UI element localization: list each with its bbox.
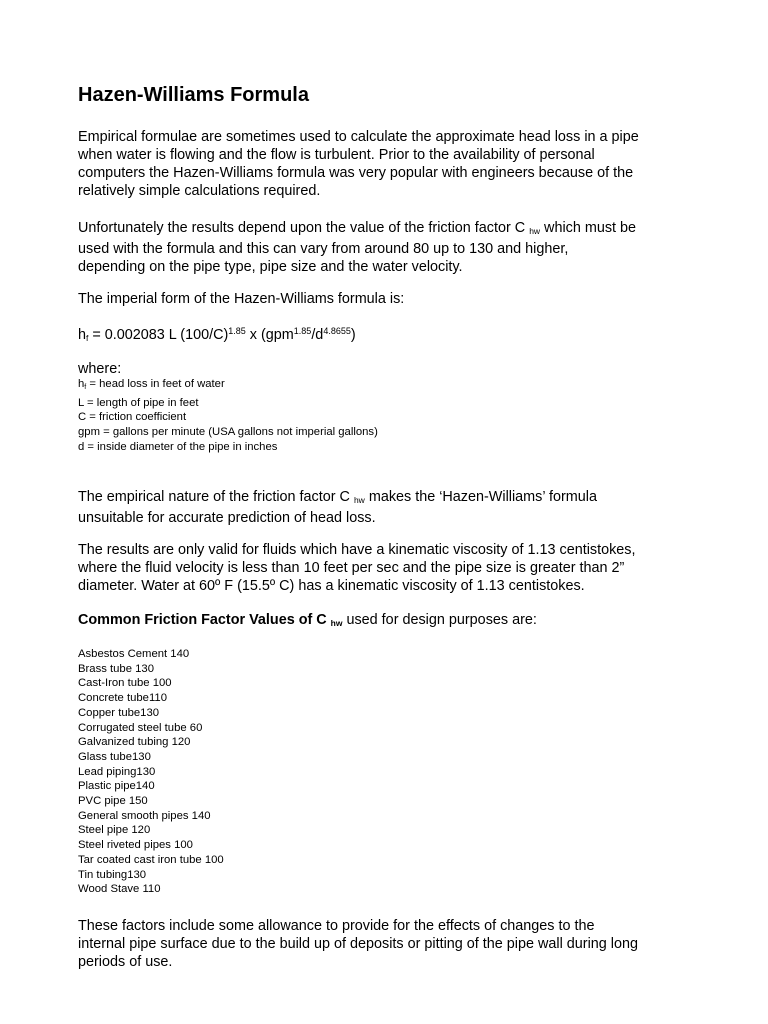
formula-text: h — [78, 327, 87, 343]
list-item: Steel riveted pipes 100 — [78, 839, 193, 852]
list-item: Wood Stave 110 — [78, 883, 161, 896]
subscript-hw: hw — [330, 618, 343, 628]
intro-paragraph — [78, 128, 718, 200]
para-text: The empirical nature of the friction factor C — [78, 489, 354, 505]
para-line: These factors include some allowance to provide for the effects of changes to the — [78, 918, 595, 934]
friction-values-heading — [78, 612, 537, 628]
intro-line: when water is flowing and the flow is turbulent. Prior to the availability of personal — [78, 147, 595, 163]
para-text: Unfortunately the results depend upon the value of the friction factor C — [78, 220, 530, 236]
para-line: The results are only valid for fluids which have a kinematic viscosity of 1.13 centistokes, — [78, 542, 636, 558]
para-line — [78, 219, 718, 240]
list-item: General smooth pipes 140 — [78, 809, 211, 822]
definition-hf — [78, 377, 378, 396]
heading-bold-text: Common Friction Factor Values of C — [78, 612, 331, 628]
definition-gpm: gpm = gallons per minute (USA gallons not imperial gallons) — [78, 426, 378, 439]
formula-text: x (gpm — [245, 327, 294, 343]
para-line: depending on the pipe type, pipe size and the water velocity. — [78, 259, 463, 275]
imperial-intro — [78, 290, 718, 308]
para-line: diameter. Water at 60º F (15.5º C) has a kinematic viscosity of 1.13 centistokes. — [78, 578, 585, 594]
list-item: Tin tubing130 — [78, 868, 147, 881]
list-item: Corrugated steel tube 60 — [78, 721, 203, 734]
list-item: Plastic pipe140 — [78, 780, 155, 793]
list-item: Brass tube 130 — [78, 662, 154, 675]
subscript-hw: hw — [529, 226, 541, 236]
para-line: periods of use. — [78, 954, 173, 970]
validity-paragraph — [78, 541, 718, 595]
para-line — [78, 488, 718, 509]
list-item: Glass tube130 — [78, 750, 151, 763]
formula-text: ) — [350, 327, 356, 343]
intro-line: computers the Hazen-Williams formula was very popular with engineers because of the — [78, 165, 634, 181]
list-item: Tar coated cast iron tube 100 — [78, 853, 224, 866]
friction-factor-paragraph — [78, 219, 718, 276]
definition-l: L = length of pipe in feet — [78, 396, 199, 409]
page-title: Hazen-Williams Formula — [78, 84, 309, 106]
para-line: where the fluid velocity is less than 10 feet per sec and the pipe size is greater than 2” — [78, 560, 625, 576]
intro-line: Empirical formulae are sometimes used to calculate the approximate head loss in a pipe — [78, 129, 639, 145]
list-item: Cast-Iron tube 100 — [78, 677, 172, 690]
definition-text: = head loss in feet of water — [86, 378, 225, 390]
heading-text: used for design purposes are: — [342, 612, 537, 628]
definition-d: d = inside diameter of the pipe in inches — [78, 440, 278, 453]
para-line: internal pipe surface due to the build up of deposits or pitting of the pipe wall during long — [78, 936, 639, 952]
intro-line: relatively simple calculations required. — [78, 183, 321, 199]
list-item: Concrete tube110 — [78, 692, 167, 705]
empirical-nature-paragraph — [78, 488, 718, 527]
formula-exponent: 4.8655 — [323, 326, 351, 336]
para-line: unsuitable for accurate prediction of head loss. — [78, 510, 376, 526]
list-item: Galvanized tubing 120 — [78, 736, 191, 749]
definition-text: h — [78, 378, 85, 390]
para-text: which must be — [540, 220, 637, 236]
formula-subscript: f — [86, 333, 89, 343]
formula-text: /d — [311, 327, 324, 343]
list-item: Lead piping130 — [78, 765, 156, 778]
list-item: Steel pipe 120 — [78, 824, 151, 837]
friction-values-list — [78, 647, 224, 897]
formula-exponent: 1.85 — [228, 326, 246, 336]
definition-c: C = friction coefficient — [78, 411, 187, 424]
where-label: where: — [78, 361, 122, 377]
formula-text: = 0.002083 L (100/C) — [88, 327, 229, 343]
definitions-list — [78, 377, 378, 455]
list-item: Copper tube130 — [78, 706, 160, 719]
list-item: Asbestos Cement 140 — [78, 648, 190, 660]
para-line: used with the formula and this can vary from around 80 up to 130 and higher, — [78, 241, 569, 257]
hazen-williams-formula — [78, 326, 356, 343]
list-item: PVC pipe 150 — [78, 795, 148, 808]
imperial-intro-text: The imperial form of the Hazen-Williams formula is: — [78, 291, 405, 307]
definition-subscript: f — [84, 384, 87, 391]
subscript-hw: hw — [353, 495, 365, 505]
closing-paragraph — [78, 917, 718, 971]
formula-exponent: 1.85 — [293, 326, 312, 336]
para-text: makes the ‘Hazen-Williams’ formula — [364, 489, 598, 505]
